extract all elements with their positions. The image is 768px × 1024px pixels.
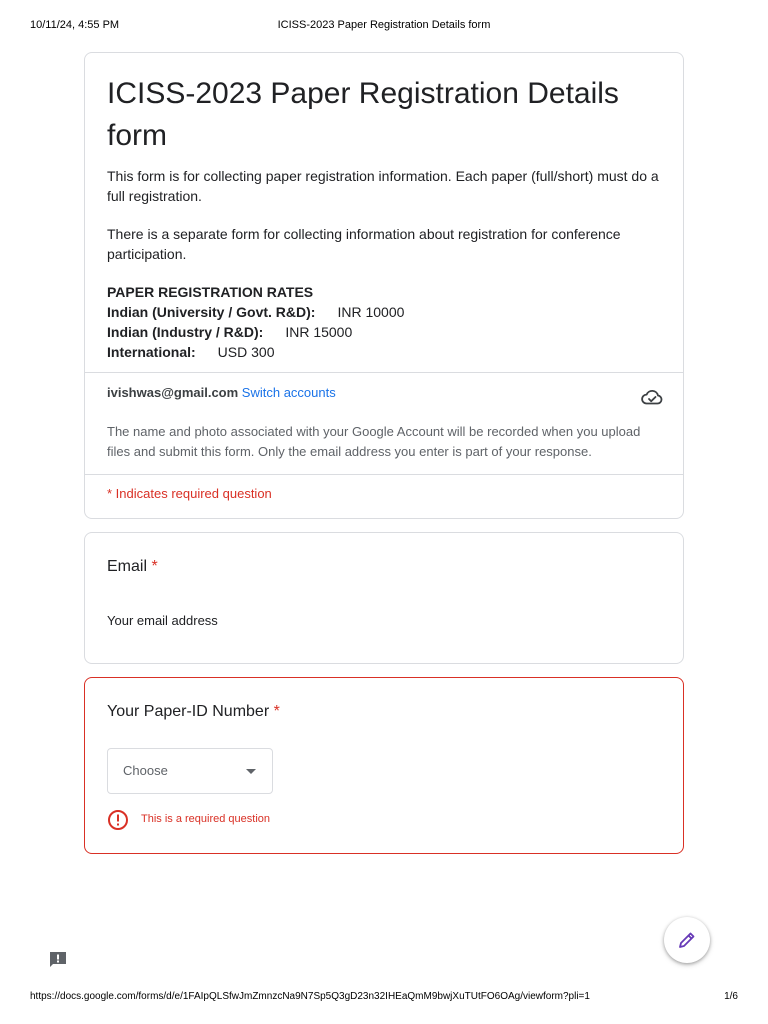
form-header-card: [84, 52, 684, 519]
account-row: [107, 384, 336, 402]
required-star: *: [151, 558, 158, 575]
print-doc-title: ICISS-2023 Paper Registration Details form: [277, 19, 491, 31]
rate-row: [107, 322, 404, 342]
cloud-check-icon: [640, 385, 664, 409]
email-input[interactable]: [107, 610, 367, 630]
print-datetime: 10/11/24, 4:55 PM: [30, 19, 120, 31]
rate-label: Indian (Industry / R&D):: [107, 324, 264, 340]
rate-value: INR 15000: [285, 324, 353, 340]
feedback-icon[interactable]: [48, 950, 68, 970]
divider: [85, 474, 683, 475]
print-page-number: 1/6: [724, 991, 738, 1002]
print-header: [30, 19, 738, 35]
error-circle-icon: [107, 809, 129, 831]
rate-value: USD 300: [217, 344, 275, 360]
paper-id-question-label: Your Paper-ID Number: [107, 703, 270, 720]
registration-rates: [107, 282, 404, 362]
divider: [85, 372, 683, 373]
rate-label: International:: [107, 344, 196, 360]
required-star: *: [273, 703, 280, 720]
pencil-icon: [677, 930, 697, 950]
switch-accounts-link[interactable]: Switch accounts: [241, 385, 336, 400]
form-title: ICISS-2023 Paper Registration Details form: [107, 77, 619, 152]
account-notice: The name and photo associated with your Google Account will be recorded when you upload files and submit this form. Only the email address you enter is part of your response.: [107, 424, 641, 459]
email-question-label: Email: [107, 558, 148, 575]
paper-id-dropdown[interactable]: [107, 748, 273, 794]
print-footer: [30, 991, 738, 1007]
edit-button[interactable]: [664, 917, 710, 963]
rate-row: [107, 342, 404, 362]
email-question-card: [84, 532, 684, 664]
paper-id-question-card: [84, 677, 684, 854]
account-email: ivishwas@gmail.com: [107, 385, 239, 400]
dropdown-selected-value: Choose: [123, 763, 168, 778]
form-description-1: This form is for collecting paper registration information. Each paper (full/short) must do a full registration.: [107, 168, 659, 204]
rate-value: INR 10000: [337, 304, 405, 320]
rate-row: [107, 302, 404, 322]
rate-label: Indian (University / Govt. R&D):: [107, 304, 316, 320]
email-question-title: [107, 557, 158, 577]
rates-heading: PAPER REGISTRATION RATES: [107, 284, 314, 300]
error-text: This is a required question: [141, 813, 271, 825]
paper-id-question-title: [107, 702, 280, 722]
required-note: * Indicates required question: [107, 486, 272, 501]
form-description-2: There is a separate form for collecting information about registration for conference participation.: [107, 226, 621, 262]
print-url: https://docs.google.com/forms/d/e/1FAIpQLSfwJmZmnzcNa9N7Sp5Q3gD23n32IHEaQmM9bwjXuTUtFO6OAg/viewform?pli=1: [30, 991, 590, 1002]
chevron-down-icon: [246, 769, 256, 774]
